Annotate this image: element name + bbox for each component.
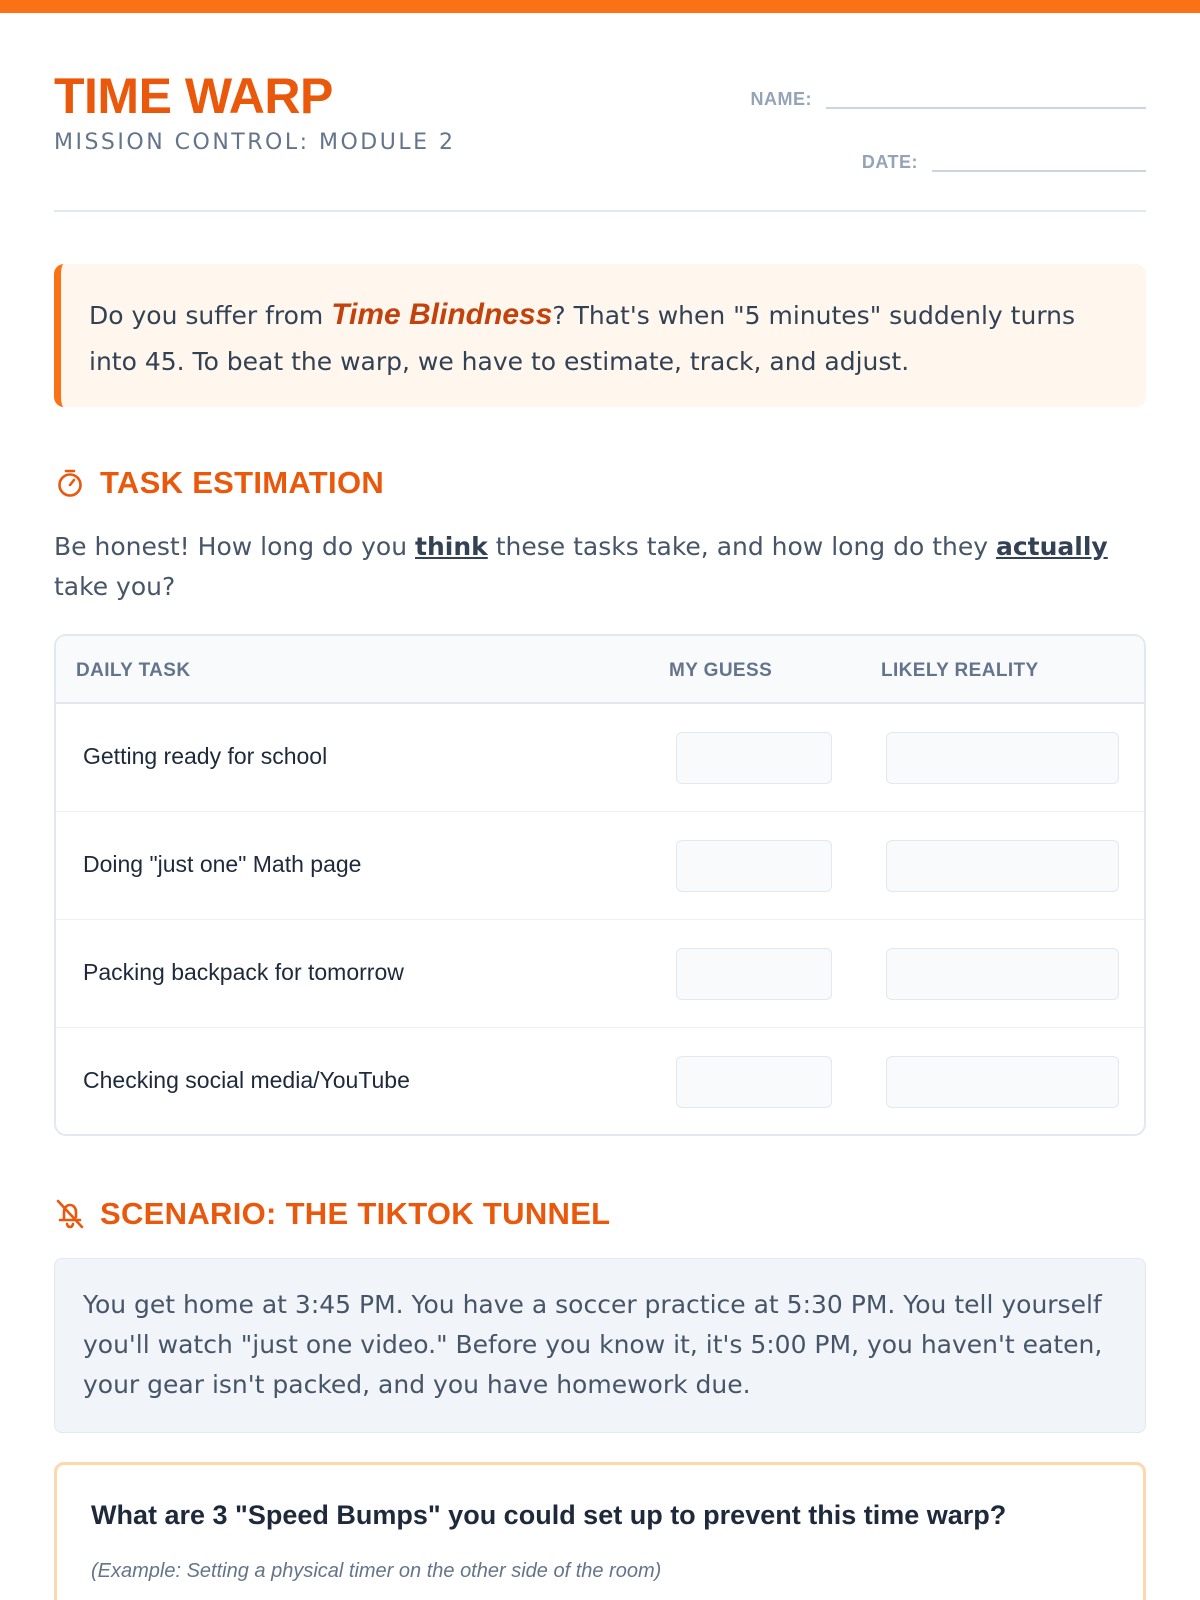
- scenario-description-box: [54, 1258, 1146, 1433]
- callout-text-before: Do you suffer from: [89, 301, 332, 330]
- scenario-text: You get home at 3:45 PM. You have a soccer practice at 5:30 PM. You tell yourself you'll watch "just one video." Before you know it, it's 5:00 PM, you haven't eaten, your gear isn't packed, and you have homework due.: [83, 1290, 1103, 1399]
- table-row: [56, 704, 1146, 812]
- likely-reality-input[interactable]: [886, 840, 1119, 892]
- my-guess-input[interactable]: [676, 840, 832, 892]
- column-header-my-guess: MY GUESS: [669, 660, 773, 681]
- table-row: [56, 920, 1146, 1028]
- time-blindness-callout: [54, 264, 1146, 407]
- my-guess-input[interactable]: [676, 1056, 832, 1108]
- intro-part-3: take you?: [54, 572, 176, 601]
- date-write-line[interactable]: [932, 170, 1146, 172]
- likely-reality-input[interactable]: [886, 948, 1119, 1000]
- task-estimation-table: [54, 634, 1146, 1136]
- task-label: Checking social media/YouTube: [83, 1067, 410, 1093]
- column-header-daily-task: DAILY TASK: [76, 660, 191, 681]
- intro-think: think: [415, 532, 488, 561]
- table-header: [56, 636, 1146, 704]
- worksheet-header: [54, 0, 1146, 212]
- speed-bumps-question: What are 3 "Speed Bumps" you could set up to prevent this time warp?: [91, 1500, 1007, 1530]
- speed-bumps-question-box: [54, 1462, 1146, 1600]
- name-field[interactable]: [751, 88, 1147, 110]
- my-guess-input[interactable]: [676, 948, 832, 1000]
- task-label: Doing "just one" Math page: [83, 851, 362, 877]
- scenario-title: SCENARIO: THE TIKTOK TUNNEL: [100, 1196, 611, 1231]
- column-header-likely-reality: LIKELY REALITY: [881, 660, 1039, 681]
- callout-text: [89, 292, 1118, 385]
- intro-part-1: Be honest! How long do you: [54, 532, 416, 561]
- task-label: Packing backpack for tomorrow: [83, 959, 404, 985]
- date-field[interactable]: [862, 151, 1146, 173]
- table-row: [56, 812, 1146, 920]
- bell-off-icon: [54, 1198, 86, 1230]
- name-write-line[interactable]: [826, 107, 1146, 109]
- estimation-instructions: [54, 527, 1146, 607]
- task-label: Getting ready for school: [83, 743, 328, 769]
- worksheet-subtitle: MISSION CONTROL: MODULE 2: [54, 130, 456, 155]
- date-label: DATE:: [861, 152, 918, 172]
- callout-emphasis: Time Blindness: [331, 298, 553, 331]
- name-label: NAME:: [750, 89, 812, 109]
- my-guess-input[interactable]: [676, 732, 832, 784]
- task-estimation-title: TASK ESTIMATION: [100, 465, 385, 500]
- task-estimation-heading: [54, 465, 384, 501]
- speed-bumps-example: (Example: Setting a physical timer on the other side of the room): [91, 1560, 662, 1582]
- stopwatch-icon: [54, 467, 86, 499]
- scenario-heading: [54, 1196, 610, 1232]
- likely-reality-input[interactable]: [886, 732, 1119, 784]
- likely-reality-input[interactable]: [886, 1056, 1119, 1108]
- intro-part-2: these tasks take, and how long do they: [487, 532, 996, 561]
- callout-text-after: ? That's when "5 minutes" suddenly turns into 45. To beat the warp, we have to estimate, track, and adjust.: [89, 301, 1076, 376]
- intro-actually: actually: [995, 532, 1108, 561]
- worksheet-title: TIME WARP: [54, 68, 333, 124]
- table-row: [56, 1028, 1146, 1136]
